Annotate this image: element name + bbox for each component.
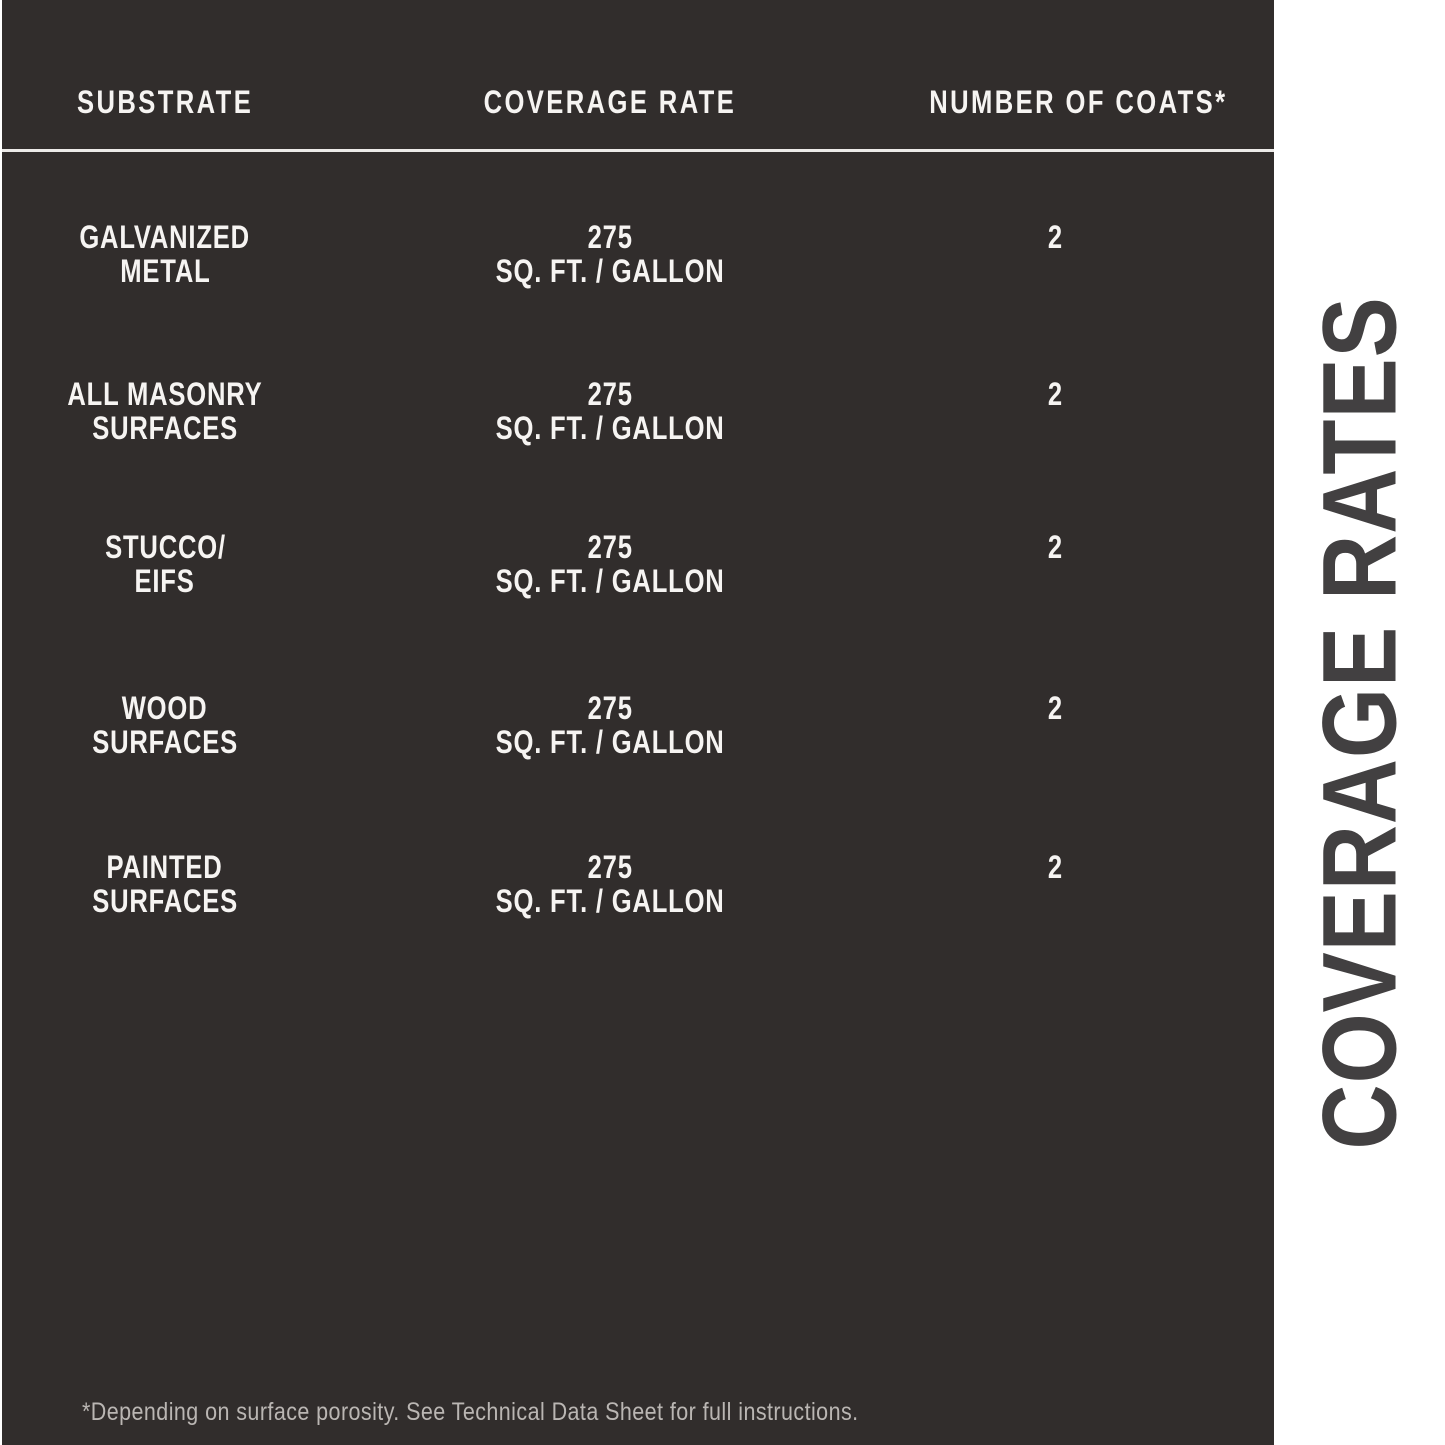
substrate-line: SURFACES: [92, 883, 238, 919]
substrate-cell: [2, 850, 328, 918]
table-row: [2, 530, 1274, 598]
rate-value: 275: [587, 690, 633, 726]
coats-value: 2: [1047, 529, 1063, 565]
substrate-line: ALL MASONRY: [67, 376, 263, 412]
column-header-coverage-rate: [328, 85, 892, 119]
coverage-rate-cell: [328, 377, 892, 445]
coverage-rate-cell: [328, 530, 892, 598]
rate-unit: SQ. FT. / GALLON: [495, 724, 725, 760]
rate-value: 275: [587, 529, 633, 565]
rate-unit: SQ. FT. / GALLON: [495, 253, 725, 289]
coats-cell: [892, 850, 1218, 918]
substrate-cell: [2, 530, 328, 598]
substrate-cell: [2, 691, 328, 759]
table-row: [2, 691, 1274, 759]
coats-value: 2: [1047, 219, 1063, 255]
coverage-rate-cell: [328, 220, 892, 288]
substrate-line: PAINTED: [106, 849, 224, 885]
table-row: [2, 850, 1274, 918]
substrate-line: EIFS: [134, 563, 196, 599]
rate-unit: SQ. FT. / GALLON: [495, 410, 725, 446]
table-panel: [2, 0, 1274, 1445]
coverage-rate-cell: [328, 850, 892, 918]
substrate-line: SURFACES: [92, 724, 238, 760]
rate-value: 275: [587, 219, 633, 255]
substrate-line: GALVANIZED: [79, 219, 251, 255]
substrate-cell: [2, 220, 328, 288]
table-row: [2, 377, 1274, 445]
table-header-row: [2, 85, 1274, 119]
footnote-text: *Depending on surface porosity. See Technical Data Sheet for full instructions.: [82, 1398, 859, 1426]
column-header-substrate-label: SUBSTRATE: [76, 84, 254, 120]
coats-cell: [892, 220, 1218, 288]
coats-cell: [892, 691, 1218, 759]
column-header-number-of-coats-label: NUMBER OF COATS*: [929, 84, 1228, 120]
rate-unit: SQ. FT. / GALLON: [495, 883, 725, 919]
rate-value: 275: [587, 849, 633, 885]
substrate-cell: [2, 377, 328, 445]
column-header-substrate: [2, 85, 328, 119]
coats-value: 2: [1047, 376, 1063, 412]
coats-cell: [892, 377, 1218, 445]
coats-value: 2: [1047, 690, 1063, 726]
substrate-line: METAL: [119, 253, 211, 289]
column-header-coverage-rate-label: COVERAGE RATE: [483, 84, 737, 120]
substrate-line: SURFACES: [92, 410, 238, 446]
coverage-rate-cell: [328, 691, 892, 759]
table-row: [2, 220, 1274, 288]
page-title-vertical: COVERAGE RATES: [1301, 295, 1418, 1150]
coats-cell: [892, 530, 1218, 598]
column-header-number-of-coats: [892, 84, 1228, 120]
coats-value: 2: [1047, 849, 1063, 885]
substrate-line: WOOD: [122, 690, 208, 726]
substrate-line: STUCCO/: [104, 529, 226, 565]
side-strip: [1274, 0, 1445, 1445]
rate-value: 275: [587, 376, 633, 412]
rate-unit: SQ. FT. / GALLON: [495, 563, 725, 599]
footnote: [82, 1398, 985, 1426]
header-divider-line: [2, 149, 1274, 152]
